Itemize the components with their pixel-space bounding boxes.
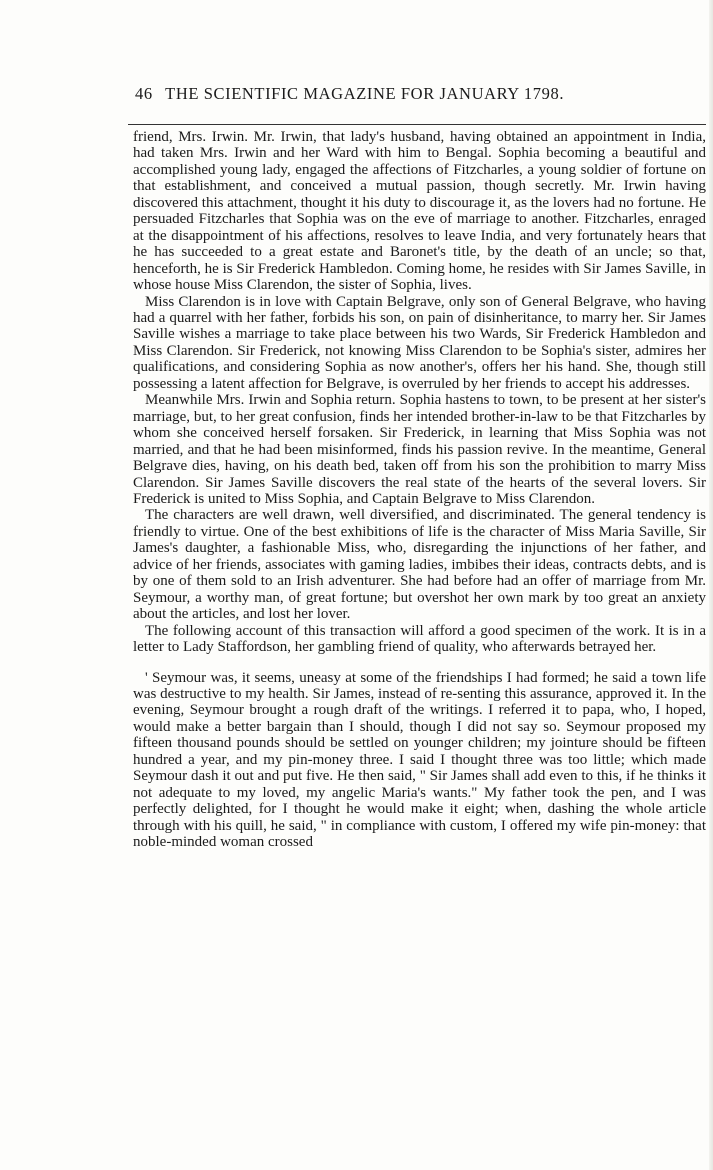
page-edge-shadow (709, 0, 713, 1170)
paragraph: Meanwhile Mrs. Irwin and Sophia return. Sophia hastens to town, to be present at her sister's marriage, but, to her great confusion, finds her intended brother-in-law to be that Fitzcharles by whom she conceived herself forsaken. Sir Frederick, in learning that Miss Sophia was not married, and that he had been misinformed, finds his passion revive. In the meantime, General Belgrave dies, having, on his death bed, taken off from his son the prohibition to marry Miss Clarendon. Sir James Saville discovers the real state of the hearts of the several lovers. Sir Frederick is united to Miss Sophia, and Captain Belgrave to Miss Clarendon. (133, 392, 706, 507)
paragraph: The characters are well drawn, well diversified, and discriminated. The general tendency is friendly to virtue. One of the best exhibitions of life is the character of Miss Maria Saville, Sir James's daughter, a fashionable Miss, who, disregarding the injunctions of her father, and advice of her friends, associates with gaming ladies, imbibes their ideas, contracts debts, and is by one of them sold to an Irish adventurer. She had before had an offer of marriage from Mr. Seymour, a worthy man, of great fortune; but overshot her own mark by too great an anxiety about the articles, and lost her lover. (133, 507, 706, 623)
page-number: 46 (135, 84, 153, 103)
running-title: THE SCIENTIFIC MAGAZINE FOR JANUARY 1798. (165, 84, 565, 103)
paragraph: The following account of this transaction will afford a good specimen of the work. It is in a letter to Lady Staffordson, her gambling friend of quality, who afterwards betrayed her. (133, 622, 706, 656)
quoted-letter: ' Seymour was, it seems, uneasy at some of the friendships I had formed; he said a town life was destructive to my health. Sir James, instead of re-senting this assurance, approved it. In the evening, Seymour brought a rough draft of the writings. I referred it to papa, who, I hoped, would make a better bargain than I should, though I did not say so. Seymour proposed my fifteen thousand pounds should be settled on younger children; my jointure should be fifteen hundred a year, and my pin-money three. I said I thought three was too little; which made Seymour dash it out and put five. He then said, " Sir James shall add even to this, if he thinks it not adequate to my loved, my angelic Maria's wants." My father took the pen, and I was perfectly delighted, for I thought he would make it eight; when, dashing the whole article through with his quill, he said, " in compliance with custom, I offered my wife pin-money: that noble-minded woman crossed (133, 669, 706, 851)
paragraph-continued: friend, Mrs. Irwin. Mr. Irwin, that lady's husband, having obtained an appointment in India, had taken Mrs. Irwin and her Ward with him to Bengal. Sophia becoming a beautiful and accomplished young lady, engaged the affections of Fitzcharles, a young soldier of fortune on that establishment, and conceived a mutual passion, though secretly. Mr. Irwin having discovered this attachment, thought it his duty to discourage it, as the lovers had no fortune. He persuaded Fitzcharles that Sophia was on the eve of marriage to another. Fitzcharles, enraged at the disappointment of his affections, resolves to leave India, and very fortunately hears that he has succeeded to a great estate and Baronet's title, by the death of an uncle; so that, henceforth, he is Sir Frederick Hambledon. Coming home, he resides with Sir James Saville, in whose house Miss Clarendon, the sister of Sophia, lives. (133, 129, 706, 294)
article-body (133, 129, 706, 850)
paragraph: Miss Clarendon is in love with Captain Belgrave, only son of General Belgrave, who having had a quarrel with her father, forbids his son, on pain of disinheritance, to marry her. Sir James Saville wishes a marriage to take place between his two Wards, Sir Frederick Hambledon and Miss Clarendon. Sir Frederick, not knowing Miss Clarendon to be Sophia's sister, admires her qualifications, and considering Sophia as now another's, offers her his hand. She, though still possessing a latent affection for Belgrave, is overruled by her friends to accept his addresses. (133, 293, 706, 392)
running-header (135, 84, 695, 104)
header-rule (128, 124, 706, 125)
